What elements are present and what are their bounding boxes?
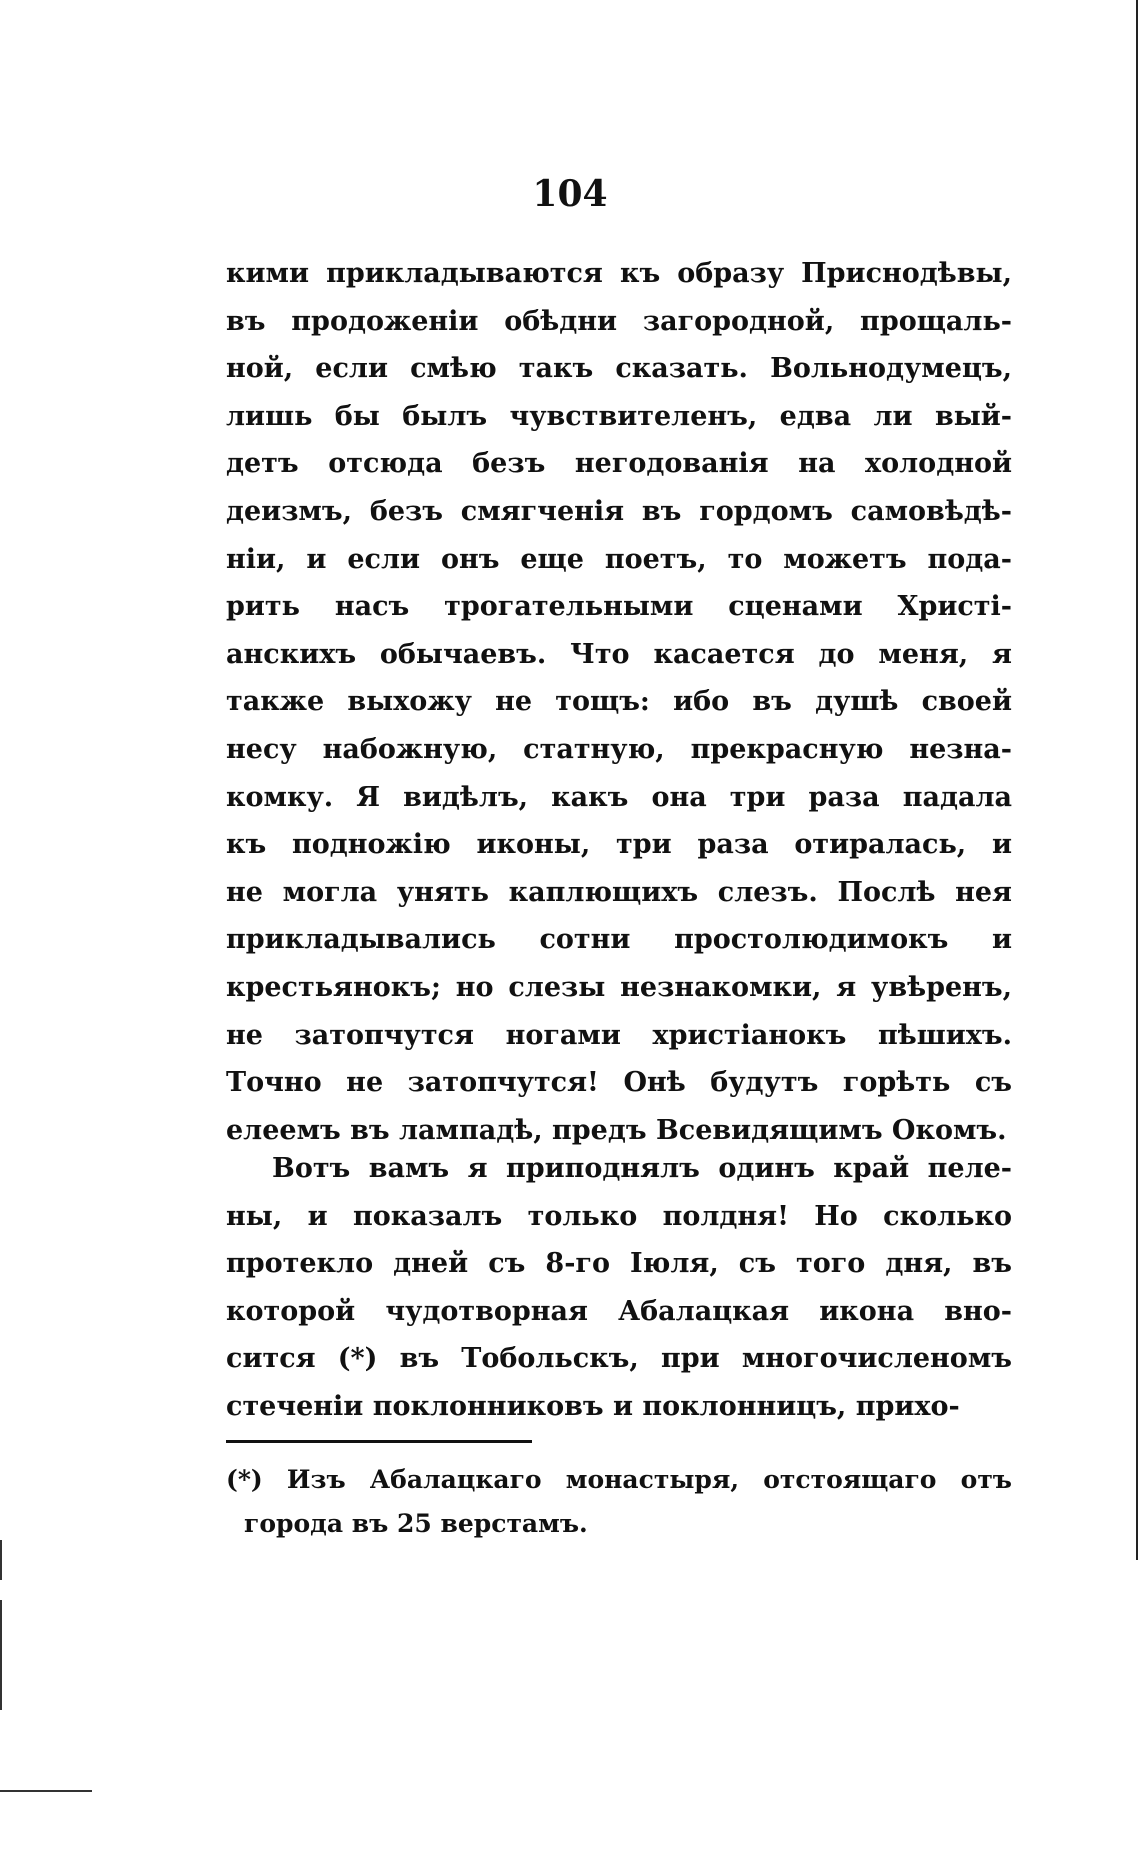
text-line: къ подножію иконы, три раза отиралась, и: [226, 829, 1012, 861]
text-line: въ продоженіи обѣдни загородной, прощаль-: [226, 305, 1012, 337]
text-line: прикладывались сотни простолюдимокъ и: [226, 924, 1012, 956]
paragraph-2: [226, 1145, 1012, 1431]
text-line: деизмъ, безъ смягченія въ гордомъ самовѣдѣ-: [226, 495, 1012, 527]
text-line: несу набожную, статную, прекрасную незна-: [226, 733, 1012, 765]
text-line: детъ отсюда безъ негодованія на холодной: [226, 448, 1012, 480]
text-line: елеемъ въ лампадѣ, предъ Всевидящимъ Окомъ.: [226, 1114, 1007, 1146]
right-margin-rule: [1136, 0, 1138, 1560]
text-line: Вотъ вамъ я приподнялъ одинъ край пеле-: [272, 1153, 1012, 1184]
text-line: стеченіи поклонниковъ и поклонницъ, прихо-: [226, 1390, 960, 1422]
footnote-line: города въ 25 верстамъ.: [244, 1509, 588, 1538]
paragraph-1: [226, 250, 1012, 1154]
text-line: кими прикладываются къ образу Приснодѣвы,: [226, 258, 1012, 289]
text-line: комку. Я видѣлъ, какъ она три раза падала: [226, 781, 1012, 813]
text-line: Точно не затопчутся! Онѣ будутъ горѣть съ: [226, 1067, 1012, 1099]
text-line: сится (*) въ Тобольскъ, при многочисленомъ: [226, 1343, 1012, 1375]
text-line: крестьянокъ; но слезы незнакомки, я увѣренъ,: [226, 971, 1012, 1003]
footnote: [226, 1458, 1012, 1546]
left-edge-tick: [0, 1600, 2, 1710]
text-line: также выхожу не тощъ: ибо въ душѣ своей: [226, 686, 1012, 718]
text-line: ной, если смѣю такъ сказать. Вольнодумецъ,: [226, 353, 1012, 385]
bottom-left-mark: [0, 1790, 92, 1792]
footnote-rule: [226, 1440, 532, 1443]
left-edge-tick: [0, 1540, 2, 1580]
text-line: протекло дней съ 8-го Іюля, съ того дня, въ: [226, 1248, 1012, 1280]
text-line: которой чудотворная Абалацкая икона вно-: [226, 1295, 1012, 1327]
page-number: 104: [532, 173, 608, 215]
text-line: не затопчутся ногами христіанокъ пѣшихъ.: [226, 1019, 1012, 1051]
text-line: не могла унять каплющихъ слезъ. Послѣ нея: [226, 876, 1012, 908]
text-line: рить насъ трогательными сценами Христі-: [226, 591, 1012, 623]
text-line: анскихъ обычаевъ. Что касается до меня, я: [226, 638, 1012, 670]
footnote-line: (*) Изъ Абалацкаго монастыря, отстоящаго отъ: [226, 1465, 1012, 1494]
text-line: ны, и показалъ только полдня! Но сколько: [226, 1200, 1012, 1232]
text-line: ніи, и если онъ еще поетъ, то можетъ пода-: [226, 543, 1012, 575]
text-line: лишь бы былъ чувствителенъ, едва ли вый-: [226, 400, 1012, 432]
